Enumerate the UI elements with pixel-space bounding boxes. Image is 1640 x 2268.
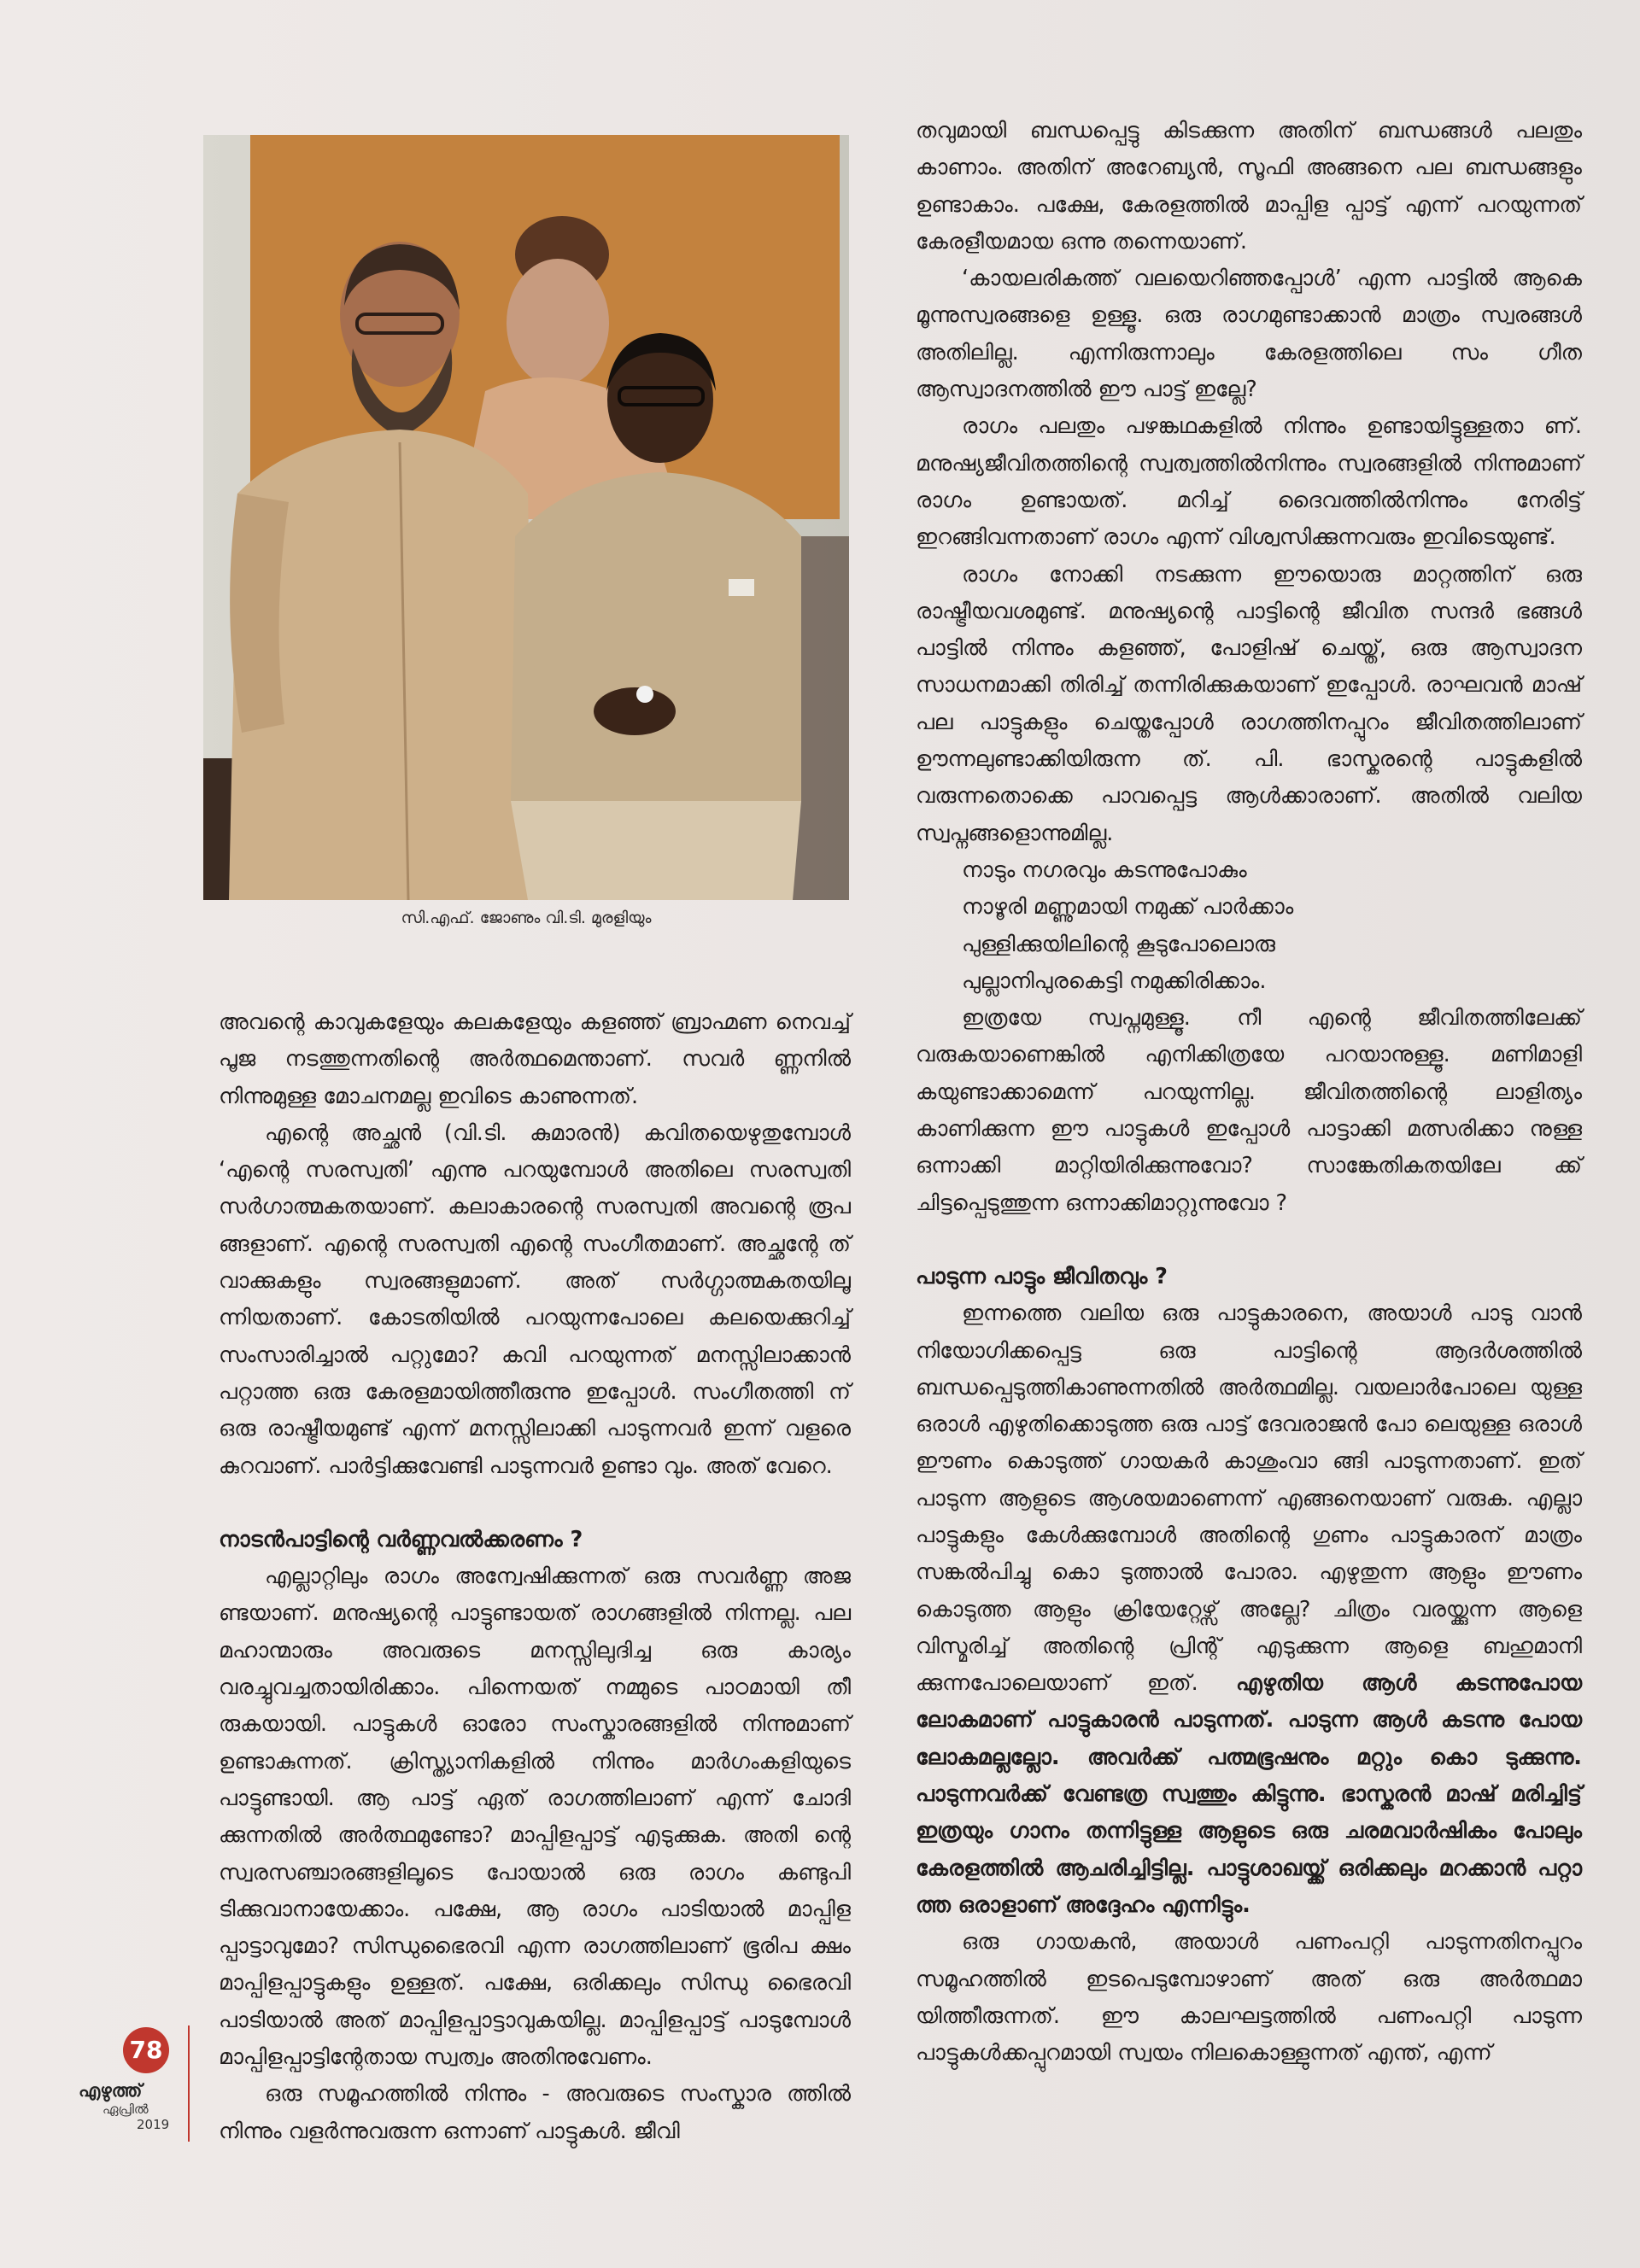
bold-text: എഴുതിയ ആൾ കടന്നുപോയ ലോകമാണ് പാട്ടുകാരൻ പാടുന്നത്. പാടുന്ന ആൾ കടന്നു പോയ ലോകമല്ലല്ലോ. അവർക്ക് പത്മഭൂഷനും മറ്റും കൊ ടുക്കുന്നു. പാടുന്നവർക്ക് വേണ്ടത്ര സ്വത്തും കിട്ടുന്നു. ഭാസ്കരൻ മാഷ് മരിച്ചിട്ട് ഇത്രയും ഗാനം തന്നിട്ടുള്ള ആളുടെ ഒരു ചരമവാർഷികം പോലും കേരളത്തിൽ ആചരിച്ചിട്ടില്ല. പാട്ടുശാഖയ്ക്ക് ഒരിക്കലും മറക്കാൻ പറ്റാ ത്ത ഒരാളാണ് അദ്ദേഹം എന്നിട്ടും. [916, 1670, 1583, 1918]
verse-line: പുള്ളിക്കുയിലിന്റെ കൂടുപോലൊരു [962, 931, 1275, 957]
verse-line: പുല്ലാനിപുരകെട്ടി നമുക്കിരിക്കാം. [962, 967, 1267, 994]
portrait-photo [203, 135, 849, 900]
paragraph [916, 1295, 1582, 1924]
paragraph: രാഗം നോക്കി നടക്കുന്ന ഈയൊരു മാറ്റത്തിന് ഒരു രാഷ്ട്രീയവശമുണ്ട്. മനുഷ്യന്റെ പാട്ടിന്റെ ജീവിത സന്ദർ ഭങ്ങൾ പാട്ടിൽ നിന്നും കളഞ്ഞ്, പോളിഷ് ചെയ്ത്, ഒരു ആസ്വാദന സാധനമാക്കി തിരിച്ച് തന്നിരിക്കുകയാണ് ഇപ്പോൾ. രാഘവൻ മാഷ് പല പാട്ടുകളും ചെയ്തപ്പോൾ രാഗത്തിനപ്പുറം ജീവിതത്തിലാണ് ഊന്നലുണ്ടാക്കിയിരുന്ന ത്. പി. ഭാസ്കരന്റെ പാട്ടുകളിൽ വരുന്നതൊക്കെ പാവപ്പെട്ട ആൾക്കാരാണ്. അതിൽ വലിയ സ്വപ്നങ്ങളൊന്നുമില്ല. [916, 561, 1582, 846]
paragraph: ഒരു ഗായകൻ, അയാൾ പണംപറ്റി പാടുന്നതിനപ്പുറം സമൂഹത്തിൽ ഇടപെടുമ്പോഴാണ് അത് ഒരു അർത്ഥമാ യിത്തീരുന്നത്. ഈ കാലഘട്ടത്തിൽ പണംപറ്റി പാടുന്ന പാട്ടുകൾക്കപ്പുറമായി സ്വയം നിലകൊള്ളുന്നത് എന്ത്, എന്ന് [916, 1929, 1582, 2066]
verse-line: നാടും നഗരവും കടന്നുപോകും [962, 856, 1247, 883]
photo-illustration [203, 135, 849, 900]
paragraph: അവന്റെ കാവുകളേയും കലകളേയും കളഞ്ഞ് ബ്രാഹ്മണ നെവച്ച് പൂജ നടത്തുന്നതിന്റെ അർത്ഥമെന്താണ്. സവർ ണ്ണനിൽ നിന്നുമുള്ള മോചനമല്ല ഇവിടെ കാണുന്നത്. [219, 1009, 851, 1109]
section-heading: പാടുന്ന പാട്ടും ജീവിതവും ? [916, 1263, 1168, 1289]
right-column [916, 113, 1582, 2072]
section-heading: നാടൻപാട്ടിന്റെ വർണ്ണവൽക്കരണം ? [219, 1526, 583, 1552]
issue-year: 2019 [137, 2117, 170, 2132]
paragraph: എന്റെ അച്ഛൻ (വി.ടി. കുമാരൻ) കവിതയെഴുതുമ്പോൾ ‘എന്റെ സരസ്വതി’ എന്നു പറയുമ്പോൾ അതിലെ സരസ്വതി സർഗാത്മകതയാണ്. കലാകാരന്റെ സരസ്വതി അവന്റെ രൂപ ങ്ങളാണ്. എന്റെ സരസ്വതി എന്റെ സംഗീതമാണ്. അച്ഛന്റേ ത് വാക്കുകളും സ്വരങ്ങളുമാണ്. അത് സർഗ്ഗാത്മകതയിലൂ ന്നിയതാണ്. കോടതിയിൽ പറയുന്നപോലെ കലയെക്കുറിച്ച് സംസാരിച്ചാൽ പറ്റുമോ? കവി പറയുന്നത് മനസ്സിലാക്കാൻ പറ്റാത്ത ഒരു കേരളമായിത്തീരുന്നു ഇപ്പോൾ. സംഗീതത്തി ന് ഒരു രാഷ്ട്രീയമുണ്ട് എന്ന് മനസ്സിലാക്കി പാടുന്നവർ ഇന്ന് വളരെ കുറവാണ്. പാർട്ടിക്കുവേണ്ടി പാടുന്നവർ ഉണ്ടാ വും. അത് വേറെ. [219, 1119, 851, 1479]
paragraph: ‘കായലരികത്ത് വലയെറിഞ്ഞപ്പോൾ’ എന്ന പാട്ടിൽ ആകെ മൂന്നുസ്വരങ്ങളെ ഉള്ളൂ. ഒരു രാഗമുണ്ടാക്കാൻ മാത്രം സ്വരങ്ങൾ അതിലില്ല. എന്നിരുന്നാലും കേരളത്തിലെ സം ഗീത ആസ്വാദനത്തിൽ ഈ പാട്ട് ഇല്ലേ? [916, 266, 1582, 403]
folio-divider [188, 2025, 190, 2142]
photo-caption: സി.എഫ്. ജോണും വി.ടി. മുരളിയും [401, 909, 652, 927]
magazine-name: എഴുത്ത് [79, 2080, 143, 2101]
paragraph: എല്ലാറ്റിലും രാഗം അന്വേഷിക്കുന്നത് ഒരു സവർണ്ണ അജ ണ്ടയാണ്. മനുഷ്യന്റെ പാട്ടുണ്ടായത് രാഗങ്ങളിൽ നിന്നല്ല. പല മഹാന്മാരും അവരുടെ മനസ്സിലുദിച്ച ഒരു കാര്യം വരച്ചുവച്ചതായിരിക്കാം. പിന്നെയത് നമ്മുടെ പാഠമായി തീ രുകയായി. പാട്ടുകൾ ഓരോ സംസ്കാരങ്ങളിൽ നിന്നുമാണ് ഉണ്ടാകുന്നത്. ക്രിസ്ത്യാനികളിൽ നിന്നും മാർഗംകളിയുടെ പാട്ടുണ്ടായി. ആ പാട്ട് ഏത് രാഗത്തിലാണ് എന്ന് ചോദി ക്കുന്നതിൽ അർത്ഥമുണ്ടോ? മാപ്പിളപ്പാട്ട് എടുക്കുക. അതി ന്റെ സ്വരസഞ്ചാരങ്ങളിലൂടെ പോയാൽ ഒരു രാഗം കണ്ടുപി ടിക്കുവാനായേക്കാം. പക്ഷേ, ആ രാഗം പാടിയാൽ മാപ്പിള പ്പാട്ടാവുമോ? സിന്ധുഭൈരവി എന്ന രാഗത്തിലാണ് ഭൂരിപ ക്ഷം മാപ്പിളപ്പാട്ടുകളും ഉള്ളത്. പക്ഷേ, ഒരിക്കലും സിന്ധു ഭൈരവി പാടിയാൽ അത് മാപ്പിളപ്പാട്ടാവുകയില്ല. മാപ്പിളപ്പാട്ട് പാടുമ്പോൾ മാപ്പിളപ്പാട്ടിന്റേതായ സ്വത്വം അതിനുവേണം. [219, 1564, 851, 2071]
issue-month: ഏപ്രിൽ [102, 2101, 149, 2117]
left-column [219, 1004, 851, 2150]
paragraph-text: ഇന്നത്തെ വലിയ ഒരു പാട്ടുകാരനെ, അയാൾ പാടു വാൻ നിയോഗിക്കപ്പെട്ട ഒരു പാട്ടിന്റെ ആദർശത്തിൽ ബന്ധപ്പെടുത്തികാണുന്നതിൽ അർത്ഥമില്ല. വയലാർപോലെ യുള്ള ഒരാൾ എഴുതിക്കൊടുത്ത ഒരു പാട്ട് ദേവരാജൻ പോ ലെയുള്ള ഒരാൾ ഈണം കൊടുത്ത് ഗായകർ കാശുംവാ ങ്ങി പാടുന്നതാണ്. ഇത് പാടുന്ന ആളുടെ ആശയമാണെന്ന് എങ്ങനെയാണ് വരുക. എല്ലാ പാട്ടുകളും കേൾക്കുമ്പോൾ അതിന്റെ ഗുണം പാട്ടുകാരന് മാത്രം സങ്കൽപിച്ചു കൊ ടുത്താൽ പോരാ. എഴുതുന്ന ആളും ഈണം കൊടുത്ത ആളും ക്രിയേറ്റേഴ്സ് അല്ലേ? ചിത്രം വരയ്ക്കുന്ന ആളെ വിസ്മരിച്ച് അതിന്റെ പ്രിന്റ് എടുക്കുന്ന ആളെ ബഹുമാനി ക്കുന്നപോലെയാണ് ഇത്. [916, 1301, 1582, 1697]
paragraph: രാഗം പലതും പഴങ്കഥകളിൽ നിന്നും ഉണ്ടായിട്ടുള്ളതാ ണ്. മനുഷ്യജീവിതത്തിന്റെ സ്വത്വത്തിൽനിന്നും സ്വരങ്ങളിൽ നിന്നുമാണ് രാഗം ഉണ്ടായത്. മറിച്ച് ദൈവത്തിൽനിന്നും നേരിട്ട് ഇറങ്ങിവന്നതാണ് രാഗം എന്ന് വിശ്വസിക്കുന്നവരും ഇവിടെയുണ്ട്. [916, 413, 1582, 551]
page-folio [79, 2027, 181, 2132]
paragraph: ഇത്രയേ സ്വപ്നമുള്ളൂ. നീ എന്റെ ജീവിതത്തിലേക്ക് വരുകയാണെങ്കിൽ എനിക്കിത്രയേ പറയാനുള്ളൂ. മണിമാളി കയുണ്ടാക്കാമെന്ന് പറയുന്നില്ല. ജീവിതത്തിന്റെ ലാളിത്യം കാണിക്കുന്ന ഈ പാട്ടുകൾ ഇപ്പോൾ പാട്ടാക്കി മത്സരിക്കാ നുള്ള ഒന്നാക്കി മാറ്റിയിരിക്കുന്നുവോ? സാങ്കേതികതയിലേ ക്ക് ചിട്ടപ്പെടുത്തുന്ന ഒന്നാക്കിമാറ്റുന്നുവോ ? [916, 1005, 1582, 1216]
verse-line: നാഴൂരി മണ്ണുമായി നമുക്ക് പാർക്കാം [962, 894, 1294, 921]
paragraph: ഒരു സമൂഹത്തിൽ നിന്നും - അവരുടെ സംസ്കാര ത്തിൽ നിന്നും വളർന്നുവരുന്ന ഒന്നാണ് പാട്ടുകൾ. ജീവി [219, 2081, 851, 2144]
page-number-badge: 78 [123, 2027, 169, 2073]
paragraph: തവുമായി ബന്ധപ്പെട്ടു കിടക്കുന്ന അതിന് ബന്ധങ്ങൾ പലതും കാണാം. അതിന് അറേബ്യൻ, സൂഫി അങ്ങനെ പല ബന്ധങ്ങളും ഉണ്ടാകാം. പക്ഷേ, കേരളത്തിൽ മാപ്പിള പ്പാട്ട് എന്ന് പറയുന്നത് കേരളീയമായ ഒന്നു തന്നെയാണ്. [916, 118, 1582, 254]
